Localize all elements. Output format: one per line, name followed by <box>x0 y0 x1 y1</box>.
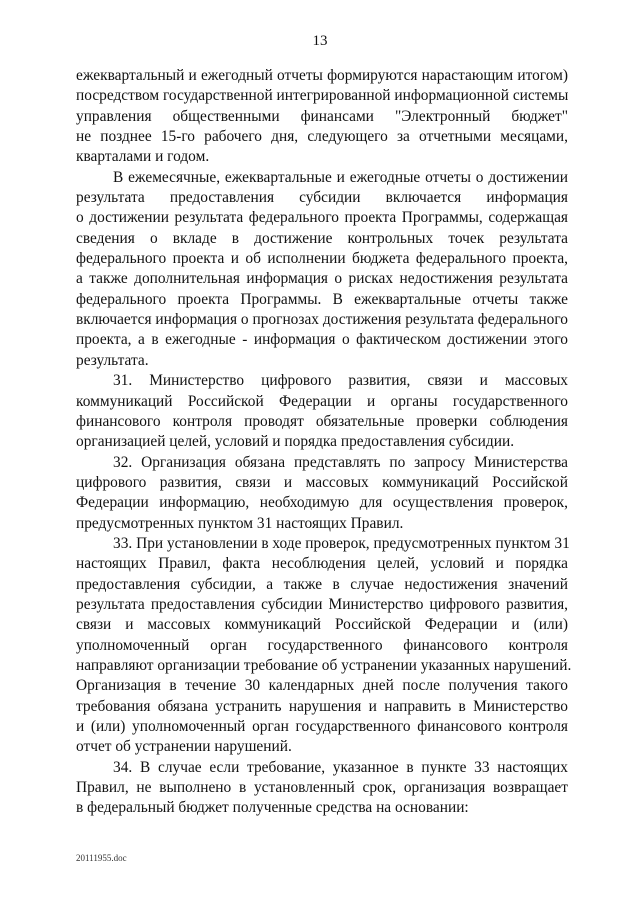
paragraph-32 <box>76 453 568 534</box>
text-line: а также дополнительная информация о рисках недостижения результата <box>76 270 568 288</box>
text-line: федерального проекта Программы. В ежеквартальные отчеты также <box>76 290 568 308</box>
paragraph-33 <box>76 534 572 758</box>
text-line: направляют организации требование об устранении указанных нарушений. <box>76 656 572 674</box>
text-line: предоставления субсидии, а также в случае недостижения значений <box>76 575 568 593</box>
text-line: включается информация о прогнозах достижения результата федерального <box>76 311 568 329</box>
text-line: и (или) уполномоченный орган государственного финансового контроля <box>76 718 568 735</box>
text-line: требования обязана устранить нарушения и направить в Министерство <box>76 697 568 715</box>
text-line: В ежемесячные, ежеквартальные и ежегодные отчеты о достижении <box>113 168 568 186</box>
text-line: федерального проекта и об исполнении бюджета федерального проекта, <box>76 250 568 268</box>
text-line: предусмотренных пунктом 31 настоящих Правил. <box>76 514 404 532</box>
text-line: 33. При установлении в ходе проверок, предусмотренных пунктом 31 <box>113 534 570 552</box>
text-line: о достижении результата федерального проекта Программы, содержащая <box>76 209 568 227</box>
text-line: проекта, а в ежегодные - информация о фактическом достижении этого <box>76 331 568 349</box>
page-number: 13 <box>312 33 328 49</box>
text-line: 32. Организация обязана представлять по запросу Министерства <box>113 453 568 471</box>
document-body <box>76 66 572 819</box>
text-line: уполномоченный орган государственного финансового контроля <box>76 636 568 654</box>
text-line: сведения о вкладе в достижение контрольных точек результата <box>76 229 568 247</box>
text-line: 34. В случае если требование, указанное в пункте 33 настоящих <box>113 758 568 776</box>
paragraph-34 <box>76 758 568 819</box>
text-line: управления общественными финансами "Электронный бюджет" <box>76 107 568 125</box>
text-line: ежеквартальный и ежегодный отчеты формируются нарастающим итогом) <box>76 67 568 84</box>
text-line: Федерации информацию, необходимую для осуществления проверок, <box>76 494 568 512</box>
text-line: Правил, не выполнено в установленный срок, организация возвращает <box>76 779 568 797</box>
text-line: связи и массовых коммуникаций Российской Федерации и (или) <box>76 616 568 634</box>
text-line: настоящих Правил, факта несоблюдения целей, условий и порядка <box>76 555 568 573</box>
paragraph-continuation <box>76 66 568 168</box>
text-line: не позднее 15-го рабочего дня, следующего за отчетными месяцами, <box>76 128 568 146</box>
text-line: отчет об устранении нарушений. <box>76 738 292 756</box>
text-line: посредством государственной интегрированной информационной системы <box>76 87 569 105</box>
paragraph-reports <box>76 168 568 371</box>
text-line: организацией целей, условий и порядка предоставления субсидии. <box>76 433 515 451</box>
text-line: цифрового развития, связи и массовых коммуникаций Российской <box>76 473 568 491</box>
text-line: результата предоставления субсидии включается информация <box>76 189 568 207</box>
text-line: 31. Министерство цифрового развития, связи и массовых <box>113 372 568 390</box>
text-line: результата. <box>76 351 149 369</box>
document-file-code: 20111955.doc <box>76 853 127 863</box>
paragraph-31 <box>76 371 568 452</box>
text-line: кварталами и годом. <box>76 148 210 166</box>
text-line: в федеральный бюджет полученные средства на основании: <box>76 799 469 817</box>
text-line: Организация в течение 30 календарных дней после получения такого <box>76 677 568 695</box>
text-line: коммуникаций Российской Федерации и органы государственного <box>76 392 568 410</box>
text-line: финансового контроля проводят обязательные проверки соблюдения <box>76 412 568 430</box>
text-line: результата предоставления субсидии Министерство цифрового развития, <box>76 595 568 613</box>
